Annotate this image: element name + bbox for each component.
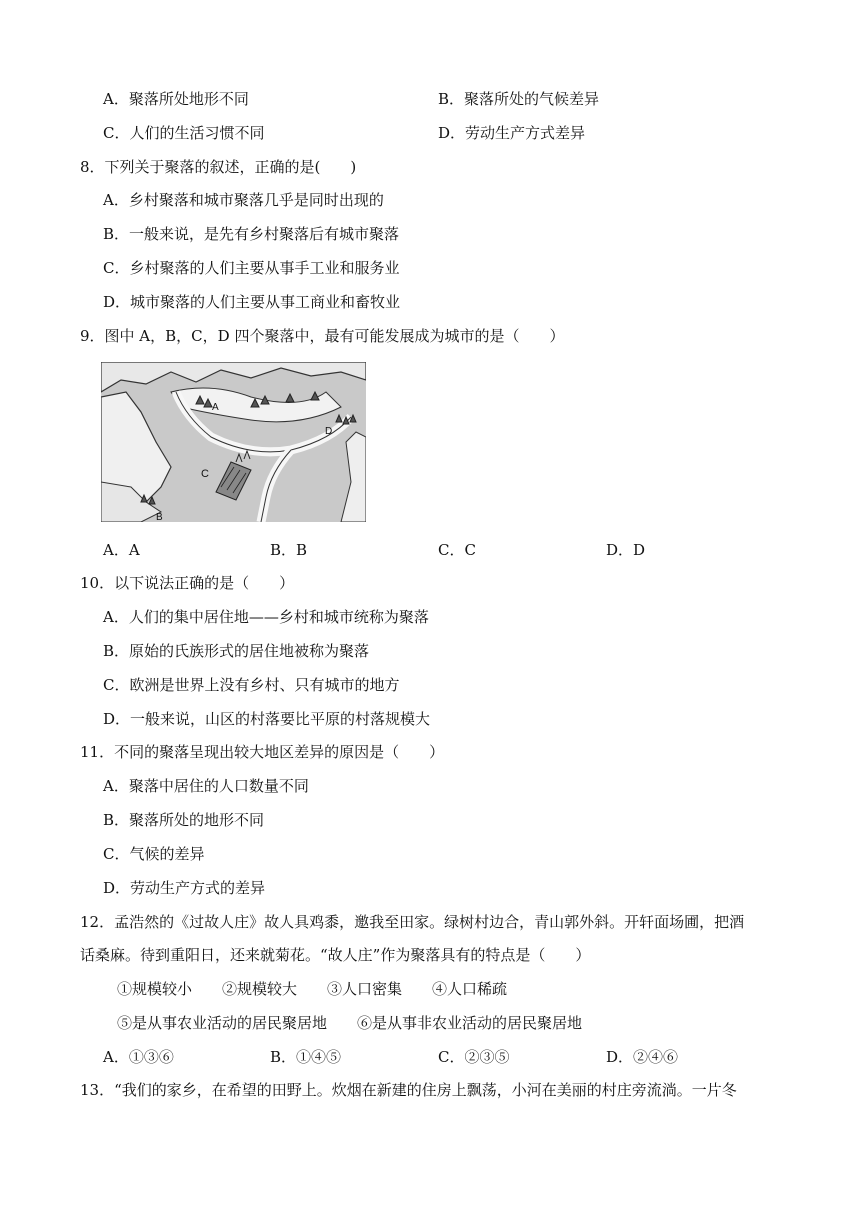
q7-option-a: A．聚落所处地形不同 (103, 90, 249, 108)
q12-items-line2: ⑤是从事农业活动的居民聚居地 ⑥是从事非农业活动的居民聚居地 (117, 1014, 583, 1032)
q12-option-a: A．①③⑥ (103, 1048, 174, 1066)
q8-stem: 8．下列关于聚落的叙述，正确的是( ) (80, 158, 357, 176)
q9-option-c: C．C (438, 541, 476, 559)
q12-option-d: D．②④⑥ (606, 1048, 679, 1066)
q12-option-c: C．②③⑤ (438, 1048, 510, 1066)
q12-items-line1: ①规模较小 ②规模较大 ③人口密集 ④人口稀疏 (117, 980, 508, 998)
q8-option-b: B．一般来说，是先有乡村聚落后有城市聚落 (103, 225, 400, 243)
q10-option-b: B．原始的氏族形式的居住地被称为聚落 (103, 642, 370, 660)
map-label-b: B (156, 512, 163, 522)
q8-option-c: C．乡村聚落的人们主要从事手工业和服务业 (103, 259, 400, 277)
q8-option-d: D．城市聚落的人们主要从事工商业和畜牧业 (103, 293, 401, 311)
q11-option-a: A．聚落中居住的人口数量不同 (103, 777, 309, 795)
q7-option-c: C．人们的生活习惯不同 (103, 124, 265, 142)
q11-stem: 11．不同的聚落呈现出较大地区差异的原因是（ ） (80, 743, 445, 761)
q8-option-a: A．乡村聚落和城市聚落几乎是同时出现的 (103, 191, 384, 209)
q7-option-b: B．聚落所处的气候差异 (438, 90, 600, 108)
q12-stem-line2: 话桑麻。待到重阳日，还来就菊花。“故人庄”作为聚落具有的特点是（ ） (80, 946, 591, 964)
q10-stem: 10．以下说法正确的是（ ） (80, 574, 295, 592)
map-label-c: C (201, 468, 209, 480)
q12-option-b: B．①④⑤ (270, 1048, 342, 1066)
q9-option-a: A．A (103, 541, 140, 559)
q12-stem-line1: 12．孟浩然的《过故人庄》故人具鸡黍，邀我至田家。绿树村边合，青山郭外斜。开轩面场圃，把酒 (80, 913, 745, 931)
map-label-d: D (325, 426, 333, 437)
q10-option-c: C．欧洲是世界上没有乡村、只有城市的地方 (103, 676, 400, 694)
map-label-a: A (212, 402, 219, 413)
q9-option-d: D．D (606, 541, 646, 559)
q11-option-d: D．劳动生产方式的差异 (103, 879, 266, 897)
q10-option-d: D．一般来说，山区的村落要比平原的村落规模大 (103, 710, 431, 728)
q11-option-c: C．气候的差异 (103, 845, 205, 863)
q9-stem: 9．图中 A，B，C，D 四个聚落中，最有可能发展成为城市的是（ ） (80, 327, 565, 345)
q11-option-b: B．聚落所处的地形不同 (103, 811, 265, 829)
q9-option-b: B．B (270, 541, 308, 559)
settlement-map-figure (101, 362, 366, 522)
q10-option-a: A．人们的集中居住地——乡村和城市统称为聚落 (103, 608, 429, 626)
q13-stem-line1: 13．“我们的家乡，在希望的田野上。炊烟在新建的住房上飘荡，小河在美丽的村庄旁流淌。一片冬 (80, 1081, 737, 1099)
q7-option-d: D．劳动生产方式差异 (438, 124, 586, 142)
